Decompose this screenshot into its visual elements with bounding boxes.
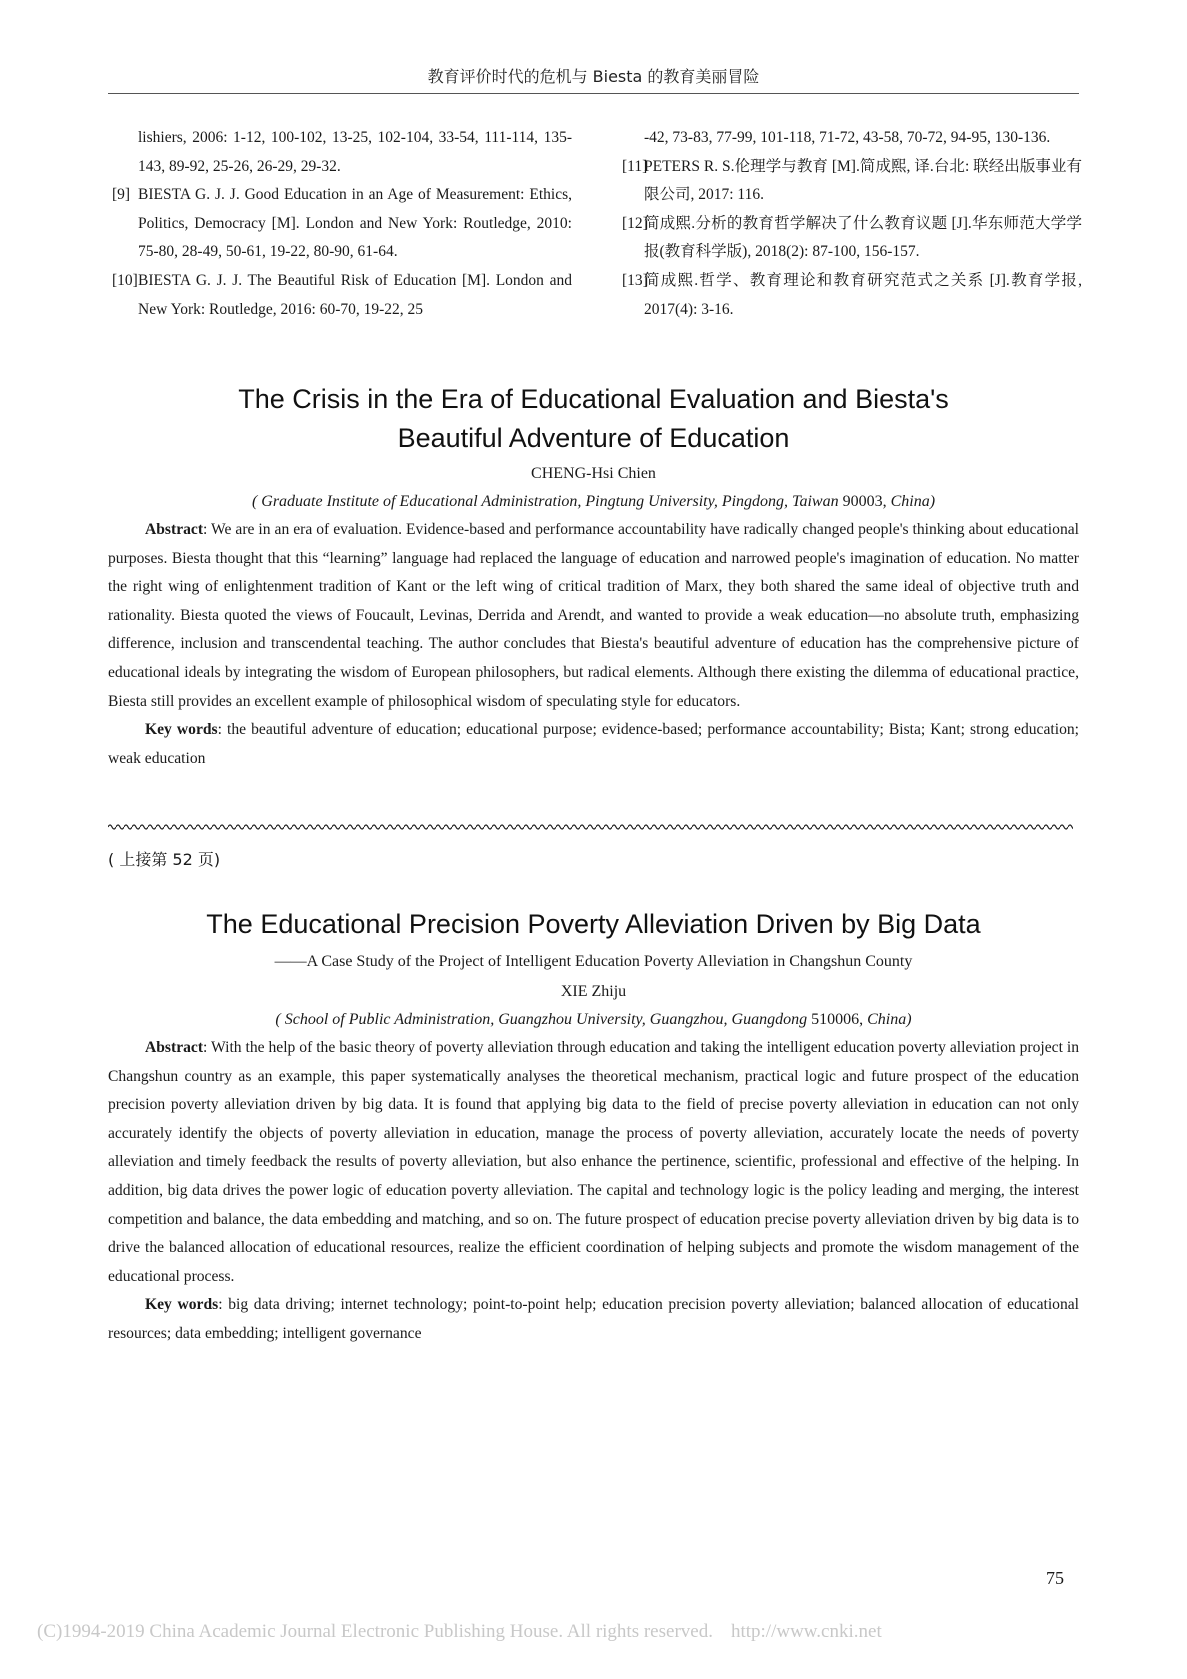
article-abstract-1 (108, 380, 1079, 773)
reference-number: [10] (112, 271, 138, 289)
affiliation-country: China) (867, 1011, 912, 1028)
reference-text: -42, 73-83, 77-99, 101-118, 71-72, 43-58, 70-72, 94-95, 130-136. (644, 129, 1051, 146)
copyright-text: (C)1994-2019 China Academic Journal Electronic Publishing House. All rights reserved. (37, 1621, 713, 1642)
article-affiliation (108, 1006, 1079, 1034)
reference-item (112, 267, 572, 324)
keywords-text: : big data driving; internet technology; point-to-point help; education precision poverty alleviation; balanced allocation of educational resources; data embedding; intelligent governance (108, 1296, 1080, 1342)
article-title-line: Beautiful Adventure of Education (397, 423, 790, 453)
reference-text: lishiers, 2006: 1-12, 100-102, 13-25, 102-104, 33-54, 111-114, 135-143, 89-92, 25-26, 26-29, 29-32. (138, 129, 572, 175)
reference-item (622, 267, 1082, 324)
reference-text: 简成熙.分析的教育哲学解决了什么教育议题 [J].华东师范大学学报(教育科学版), 2018(2): 87-100, 156-157. (644, 214, 1082, 261)
reference-text: BIESTA G. J. J. The Beautiful Risk of Education [M]. London and New York: Routledge, 2016: 60-70, 19-22, 25 (138, 271, 572, 318)
article-author: XIE Zhiju (560, 983, 627, 1000)
keywords-text: : the beautiful adventure of education; educational purpose; evidence-based; performance accountability; Bista; Kant; strong education; weak education (108, 721, 1079, 767)
header-rule (108, 93, 1079, 94)
copyright-url: http://www.cnki.net (730, 1621, 882, 1642)
abstract-paragraph (108, 516, 1079, 716)
abstract-paragraph (108, 1034, 1079, 1291)
reference-item (112, 181, 572, 267)
article-abstract-2 (108, 905, 1079, 1349)
reference-number: [9] (112, 186, 131, 204)
keywords-label: Key words (145, 1296, 219, 1314)
article-title: The Educational Precision Poverty Alleviation Driven by Big Data (206, 909, 981, 939)
section-divider-wave (108, 822, 1073, 832)
affiliation-postcode: 90003, (838, 493, 891, 510)
abstract-label: Abstract (145, 521, 204, 538)
reference-text: BIESTA G. J. J. Good Education in an Age of Measurement: Ethics, Politics, Democracy [M]. London and New York: Routledge, 2010: 75-80, 28-49, 50-61, 19-22, 80-90, 61-64. (138, 186, 572, 261)
affiliation-country: China) (890, 493, 936, 510)
reference-item (622, 124, 1082, 153)
article-subtitle: ——A Case Study of the Project of Intelligent Education Poverty Alleviation in Changshun County (274, 953, 913, 970)
copyright-watermark (37, 1621, 882, 1643)
reference-item (112, 124, 572, 181)
affiliation-institution: ( Graduate Institute of Educational Administration, Pingtung University, Pingdong, Taiwan (251, 493, 839, 510)
abstract-text: : With the help of the basic theory of poverty alleviation through education and taking the intelligent education poverty alleviation project in Changshun country as an example, this paper systematically analyses the theoretical mechanism, practical logic and future prospect of the education precision poverty alleviation driven by big data. It is found that applying big data to the field of precise poverty alleviation in education can not only accurately identify the objects of poverty alleviation in education, manage the process of poverty alleviation, accurately locate the needs of poverty alleviation and timely feedback the results of poverty alleviation, but also enhance the pertinence, scientific, professional and effective of the helping. In addition, big data drives the power logic of education poverty alleviation. The capital and technology logic is the policy leading and merging, the interest competition and balance, the data embedding and matching, and so on. The future prospect of education precise poverty alleviation driven by big data is to drive the balanced allocation of educational resources, realize the efficient coordination of helping subjects and promote the wisdom management of the educational process. (108, 1039, 1079, 1285)
reference-number: [11] (622, 157, 648, 175)
keywords-paragraph (108, 716, 1079, 773)
references-left-column (112, 124, 572, 324)
reference-text: PETERS R. S.伦理学与教育 [M].简成熙, 译.台北: 联经出版事业有限公司, 2017: 116. (644, 157, 1082, 204)
article-title (108, 380, 1079, 458)
abstract-label: Abstract (145, 1039, 204, 1056)
page-number: 75 (1046, 1568, 1064, 1588)
keywords-paragraph (108, 1291, 1079, 1348)
reference-item (622, 153, 1082, 210)
reference-text: 简成熙.哲学、教育理论和教育研究范式之关系 [J].教育学报, 2017(4): 3-16. (644, 271, 1082, 318)
article-affiliation (108, 488, 1079, 516)
continued-from-note: ( 上接第 52 页) (108, 850, 221, 869)
keywords-label: Key words (145, 721, 218, 739)
reference-item (622, 210, 1082, 267)
reference-number: [12] (622, 214, 648, 232)
references-right-column (622, 124, 1082, 324)
article-author: CHENG-Hsi Chien (531, 465, 656, 482)
affiliation-postcode: 510006, (807, 1011, 868, 1028)
article-title-line: The Crisis in the Era of Educational Evaluation and Biesta's (238, 384, 949, 414)
affiliation-institution: ( School of Public Administration, Guangzhou University, Guangzhou, Guangdong (275, 1011, 808, 1028)
abstract-text: : We are in an era of evaluation. Evidence-based and performance accountability have radically changed people's thinking about educational purposes. Biesta thought that this “learning” language had replaced the language of education and narrowed people's imagination of education. No matter the right wing of enlightenment tradition of Kant or the left wing of critical tradition of Marx, they both shared the same ideal of objective truth and rationality. Biesta quoted the views of Foucault, Levinas, Derrida and Arendt, and wanted to provide a weak education—no absolute truth, emphasizing difference, inclusion and transcendental teaching. The author concludes that Biesta's beautiful adventure of education has the comprehensive picture of educational ideals by integrating the wisdom of European philosophers, but radical elements. Although there existing the dilemma of educational practice, Biesta still provides an excellent example of philosophical wisdom of speculating style for educators. (108, 521, 1079, 710)
reference-number: [13] (622, 271, 648, 289)
running-header: 教育评价时代的危机与 Biesta 的教育美丽冒险 (427, 67, 760, 86)
